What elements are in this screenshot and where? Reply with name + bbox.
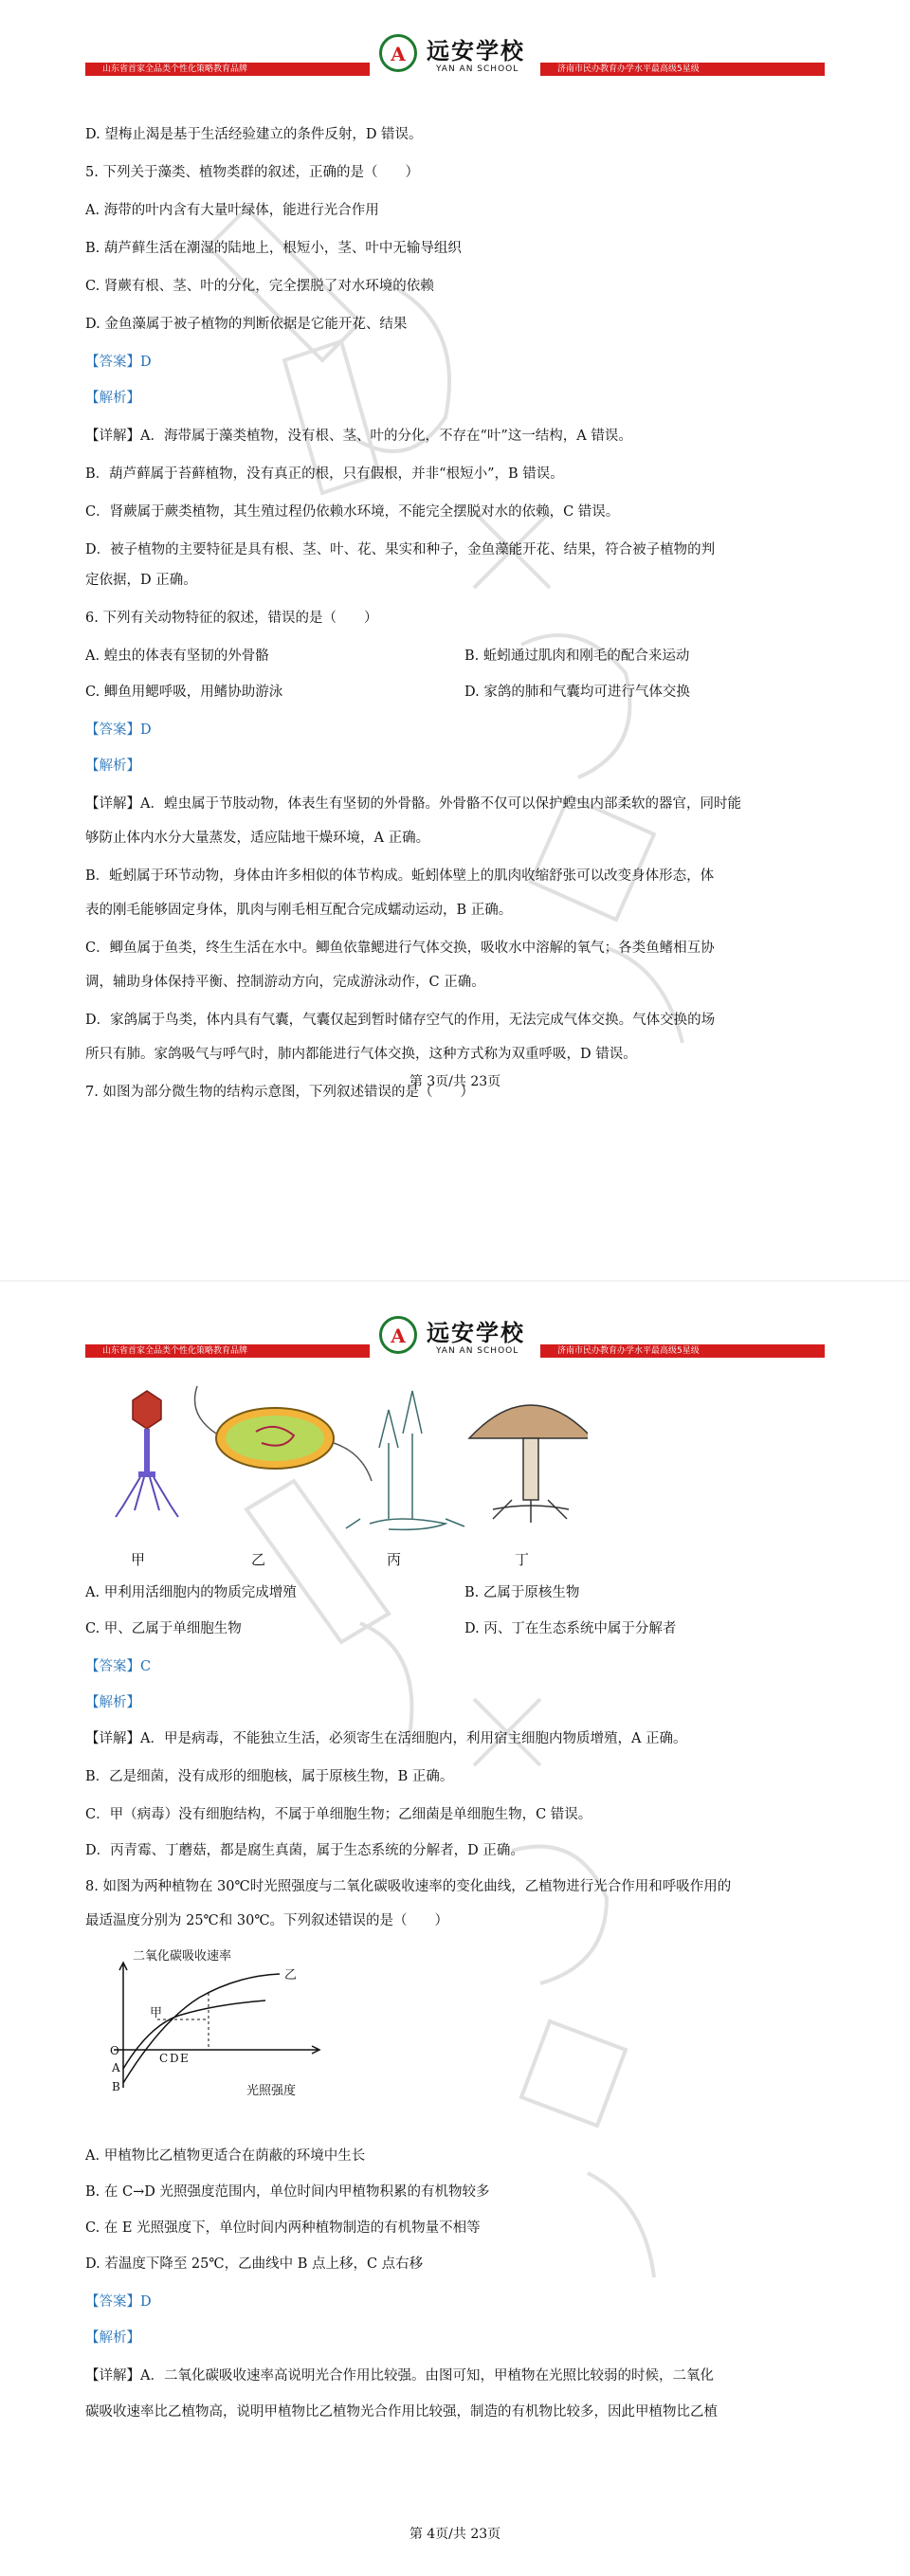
curve-label-yi: 乙: [284, 1968, 298, 1982]
header-right-banner: [540, 1344, 825, 1358]
bacterium-drawing: [195, 1386, 373, 1481]
question-5-stem: 5. 下列关于藻类、植物类群的叙述，正确的是（ ）: [85, 165, 419, 180]
analysis-label: 【解析】: [85, 758, 140, 774]
school-name: 远安学校: [427, 37, 525, 64]
analysis-label: 【解析】: [85, 391, 140, 406]
text-line: C．肾蕨属于蕨类植物，其生殖过程仍依赖水环境，不能完全摆脱对水的依赖，C 错误。: [85, 504, 620, 520]
analysis-label: 【解析】: [85, 2330, 140, 2346]
option-b: B. 乙属于原核生物: [464, 1585, 580, 1600]
option-c: C. 在 E 光照强度下，单位时间内两种植物制造的有机物量不相等: [85, 2220, 481, 2236]
question-6-stem: 6. 下列有关动物特征的叙述，错误的是（ ）: [85, 611, 378, 626]
microorganism-figure: [95, 1377, 588, 1543]
text-line: D．家鸽属于鸟类，体内具有气囊，气囊仅起到暂时储存空气的作用，无法完成气体交换。气体交换的场: [85, 1013, 716, 1028]
school-name-english: YAN AN SCHOOL: [436, 1346, 519, 1356]
text-line: D．被子植物的主要特征是具有根、茎、叶、花、果实和种子，金鱼藻能开花、结果，符合被子植物的判: [85, 542, 716, 557]
text-line: B．葫芦藓属于苔藓植物，没有真正的根，只有假根，并非“根短小”，B 错误。: [85, 466, 564, 482]
page-footer: 第 3页/共 23页: [409, 1074, 501, 1089]
school-emblem-icon: A: [379, 34, 417, 72]
document-page-4: [0, 1282, 910, 2562]
page-header: [85, 1310, 825, 1367]
option-c: C. 甲、乙属于单细胞生物: [85, 1621, 242, 1636]
option-a: A. 蝗虫的体表有坚韧的外骨骼: [85, 649, 269, 664]
point-e: E: [180, 2052, 189, 2065]
co2-graph: [95, 1946, 341, 2116]
header-left-banner: [85, 63, 370, 76]
point-o: O: [110, 2044, 119, 2057]
text-line: 表的刚毛能够固定身体，肌肉与刚毛相互配合完成蠕动运动，B 正确。: [85, 903, 513, 918]
option-a: A. 甲植物比乙植物更适合在荫蔽的环境中生长: [85, 2148, 366, 2164]
school-logo: [373, 1312, 537, 1365]
text-line: 调，辅助身体保持平衡、控制游动方向，完成游泳动作，C 正确。: [85, 975, 485, 990]
header-left-text: 山东省首家全品类个性化策略教育品牌: [102, 64, 248, 74]
graph-ylabel: 二氧化碳吸收速率: [133, 1949, 232, 1964]
label-ding: 丁: [515, 1551, 530, 1568]
question-8-stem: 8. 如图为两种植物在 30℃时光照强度与二氧化碳吸收速率的变化曲线，乙植物进行光合作用和呼吸作用的: [85, 1879, 732, 1894]
header-right-banner: [540, 63, 825, 76]
page-header: [85, 28, 825, 85]
text-line: D．丙青霉、丁蘑菇，都是腐生真菌，属于生态系统的分解者，D 正确。: [85, 1843, 524, 1858]
option-c: C. 鲫鱼用鳃呼吸，用鳍协助游泳: [85, 685, 283, 700]
text-line: C．甲（病毒）没有细胞结构，不属于单细胞生物；乙细菌是单细胞生物，C 错误。: [85, 1807, 592, 1822]
text-line: 碳吸收速率比乙植物高，说明甲植物比乙植物光合作用比较强，制造的有机物比较多，因此甲植物比乙植: [85, 2404, 718, 2420]
school-emblem-icon: A: [379, 1316, 417, 1354]
option-d: D. 金鱼藻属于被子植物的判断依据是它能开花、结果: [85, 317, 408, 332]
curve-label-jia: 甲: [150, 2006, 163, 2020]
text-line: B．蚯蚓属于环节动物，身体由许多相似的体节构成。蚯蚓体壁上的肌肉收缩舒张可以改变身体形态，体: [85, 868, 715, 884]
penicillium-drawing: [346, 1391, 464, 1529]
option-a: A. 甲利用活细胞内的物质完成增殖: [85, 1585, 297, 1600]
option-b: B. 蚯蚓通过肌肉和刚毛的配合来运动: [464, 649, 690, 664]
analysis-label: 【解析】: [85, 1695, 140, 1710]
answer-label: 【答案】D: [85, 2294, 152, 2310]
school-name-english: YAN AN SCHOOL: [436, 64, 519, 74]
point-c: C: [159, 2052, 169, 2065]
option-d: D. 家鸽的肺和气囊均可进行气体交换: [464, 685, 690, 700]
text-line: 定依据，D 正确。: [85, 573, 197, 588]
mushroom-drawing: [469, 1405, 588, 1523]
label-jia: 甲: [131, 1551, 146, 1568]
text-line: 【详解】A．蝗虫属于节肢动物，体表生有坚韧的外骨骼。外骨骼不仅可以保护蝗虫内部柔软的器官，同时能: [85, 796, 741, 812]
option-d: D. 若温度下降至 25℃，乙曲线中 B 点上移，C 点右移: [85, 2256, 424, 2272]
text-line: 【详解】A．甲是病毒，不能独立生活，必须寄生在活细胞内，利用宿主细胞内物质增殖，A 正确。: [85, 1731, 687, 1746]
school-logo: [373, 30, 537, 83]
text-line: 所只有肺。家鸽吸气与呼气时，肺内都能进行气体交换，这种方式称为双重呼吸，D 错误。: [85, 1047, 637, 1062]
text-line: 【详解】A．二氧化碳吸收速率高说明光合作用比较强。由图可知，甲植物在光照比较弱的时候，二氧化: [85, 2368, 714, 2384]
school-name: 远安学校: [427, 1319, 525, 1346]
option-a: A. 海带的叶内含有大量叶绿体，能进行光合作用: [85, 203, 379, 218]
label-bing: 丙: [387, 1551, 402, 1568]
answer-label: 【答案】D: [85, 355, 152, 370]
page-footer: 第 4页/共 23页: [409, 2527, 501, 2542]
graph-xlabel: 光照强度: [246, 2084, 297, 2098]
header-left-banner: [85, 1344, 370, 1358]
text-line: 够防止体内水分大量蒸发，适应陆地干燥环境，A 正确。: [85, 831, 430, 846]
option-d: D. 丙、丁在生态系统中属于分解者: [464, 1621, 677, 1636]
phage-drawing: [116, 1391, 178, 1517]
question-8-stem-cont: 最适温度分别为 25℃和 30℃。下列叙述错误的是（ ）: [85, 1913, 449, 1928]
answer-label: 【答案】D: [85, 722, 152, 738]
header-left-text: 山东省首家全品类个性化策略教育品牌: [102, 1346, 248, 1356]
question-7-stem: 7. 如图为部分微生物的结构示意图，下列叙述错误的是（ ）: [85, 1085, 474, 1100]
text-line: D. 望梅止渴是基于生活经验建立的条件反射，D 错误。: [85, 127, 423, 142]
header-right-text: 济南市民办教育办学水平最高级5星级: [557, 1346, 700, 1356]
point-d: D: [170, 2052, 179, 2065]
document-page-3: [0, 0, 910, 1280]
answer-label: 【答案】C: [85, 1659, 152, 1674]
header-right-text: 济南市民办教育办学水平最高级5星级: [557, 64, 700, 74]
label-yi: 乙: [251, 1551, 266, 1568]
point-a: A: [112, 2061, 120, 2074]
option-b: B. 葫芦藓生活在潮湿的陆地上，根短小，茎、叶中无输导组织: [85, 241, 462, 256]
watermark-graphic: [76, 1396, 834, 2486]
point-b: B: [112, 2080, 120, 2093]
text-line: 【详解】A．海带属于藻类植物，没有根、茎、叶的分化，不存在“叶”这一结构，A 错误。: [85, 429, 632, 444]
text-line: B．乙是细菌，没有成形的细胞核，属于原核生物，B 正确。: [85, 1769, 454, 1784]
option-b: B. 在 C→D 光照强度范围内，单位时间内甲植物积累的有机物较多: [85, 2184, 490, 2200]
option-c: C. 肾蕨有根、茎、叶的分化，完全摆脱了对水环境的依赖: [85, 279, 434, 294]
text-line: C．鲫鱼属于鱼类，终生生活在水中。鲫鱼依靠鳃进行气体交换，吸收水中溶解的氧气；各类鱼鳍相互协: [85, 941, 715, 956]
